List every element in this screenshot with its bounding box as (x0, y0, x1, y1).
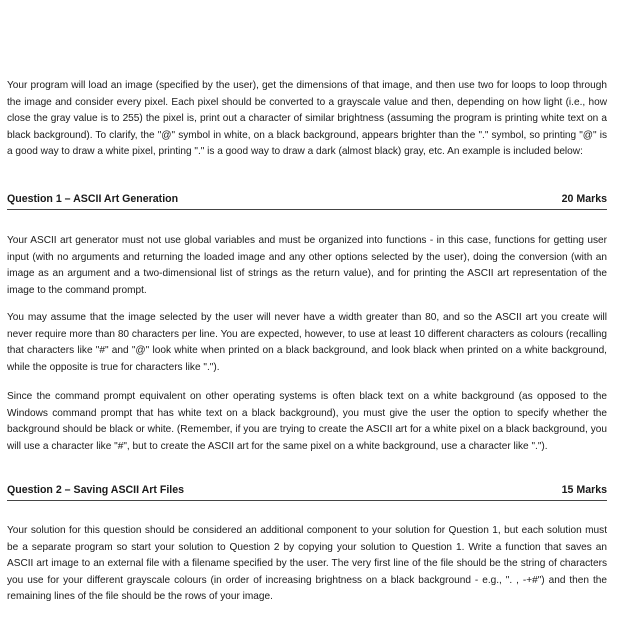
question-1-paragraph-2: You may assume that the image selected by the user will never have a width greater than 80, and so the ASCII art you create will never require more than 80 characters per line. You are expected, however, to use at least 10 different characters as colours (recalling that characters like "#" and "@" look white when printed on a black background, and look black when printed on a white background, while the opposite is true for characters like "."). (7, 312, 607, 373)
question-1-header (7, 189, 607, 210)
question-1-paragraph-3: Since the command prompt equivalent on other operating systems is often black text on a white background (as opposed to the Windows command prompt that has white text on a black background), you must give the user the option to specify whether the background should be black or white. (Remember, if you are trying to create the ASCII art for a white pixel on a black background, you will use a character like "#", but to create the ASCII art for the same pixel on a white background, use a character like "."). (7, 391, 607, 452)
question-2-marks: 15 Marks (561, 484, 607, 496)
question-2-header (7, 480, 607, 501)
question-2-paragraph-1: Your solution for this question should be considered an additional component to your solution for Question 1, but each solution must be a separate program so start your solution to Question 2 by copying your solution to Question 1. Write a function that saves an ASCII art image to an external file with a filename specified by the user. The very first line of the file should be the string of characters you use for your different grayscale colours (in order of increasing brightness on a black background - e.g., ". , -+#") and then the remaining lines of the file should be the rows of your image. (7, 525, 607, 602)
question-2-title: Question 2 – Saving ASCII Art Files (7, 484, 184, 496)
question-1-paragraph-1: Your ASCII art generator must not use global variables and must be organized into functions - in this case, functions for getting user input (with no arguments and returning the loaded image and any other options selected by the user), doing the conversion (with an image as an argument and a two-dimensional list of strings as the return value), and for printing the ASCII art representation of the image to the command prompt. (7, 235, 607, 296)
question-1-marks: 20 Marks (561, 193, 607, 205)
intro-paragraph: Your program will load an image (specified by the user), get the dimensions of that image, and then use two for loops to loop through the image and consider every pixel. Each pixel should be converted to a grayscale value and then, depending on how light (i.e., how close the gray value is to 255) the pixel is, print out a character of similar brightness (assuming the program is printing white text on a black background). To clarify, the "@" symbol in white, on a black background, appears brighter than the "." symbol, so printing "@" is a good way to draw a white pixel, printing "." is a good way to draw a dark (almost black) gray, etc. An example is included below: (7, 80, 607, 157)
question-1-title: Question 1 – ASCII Art Generation (7, 193, 179, 205)
